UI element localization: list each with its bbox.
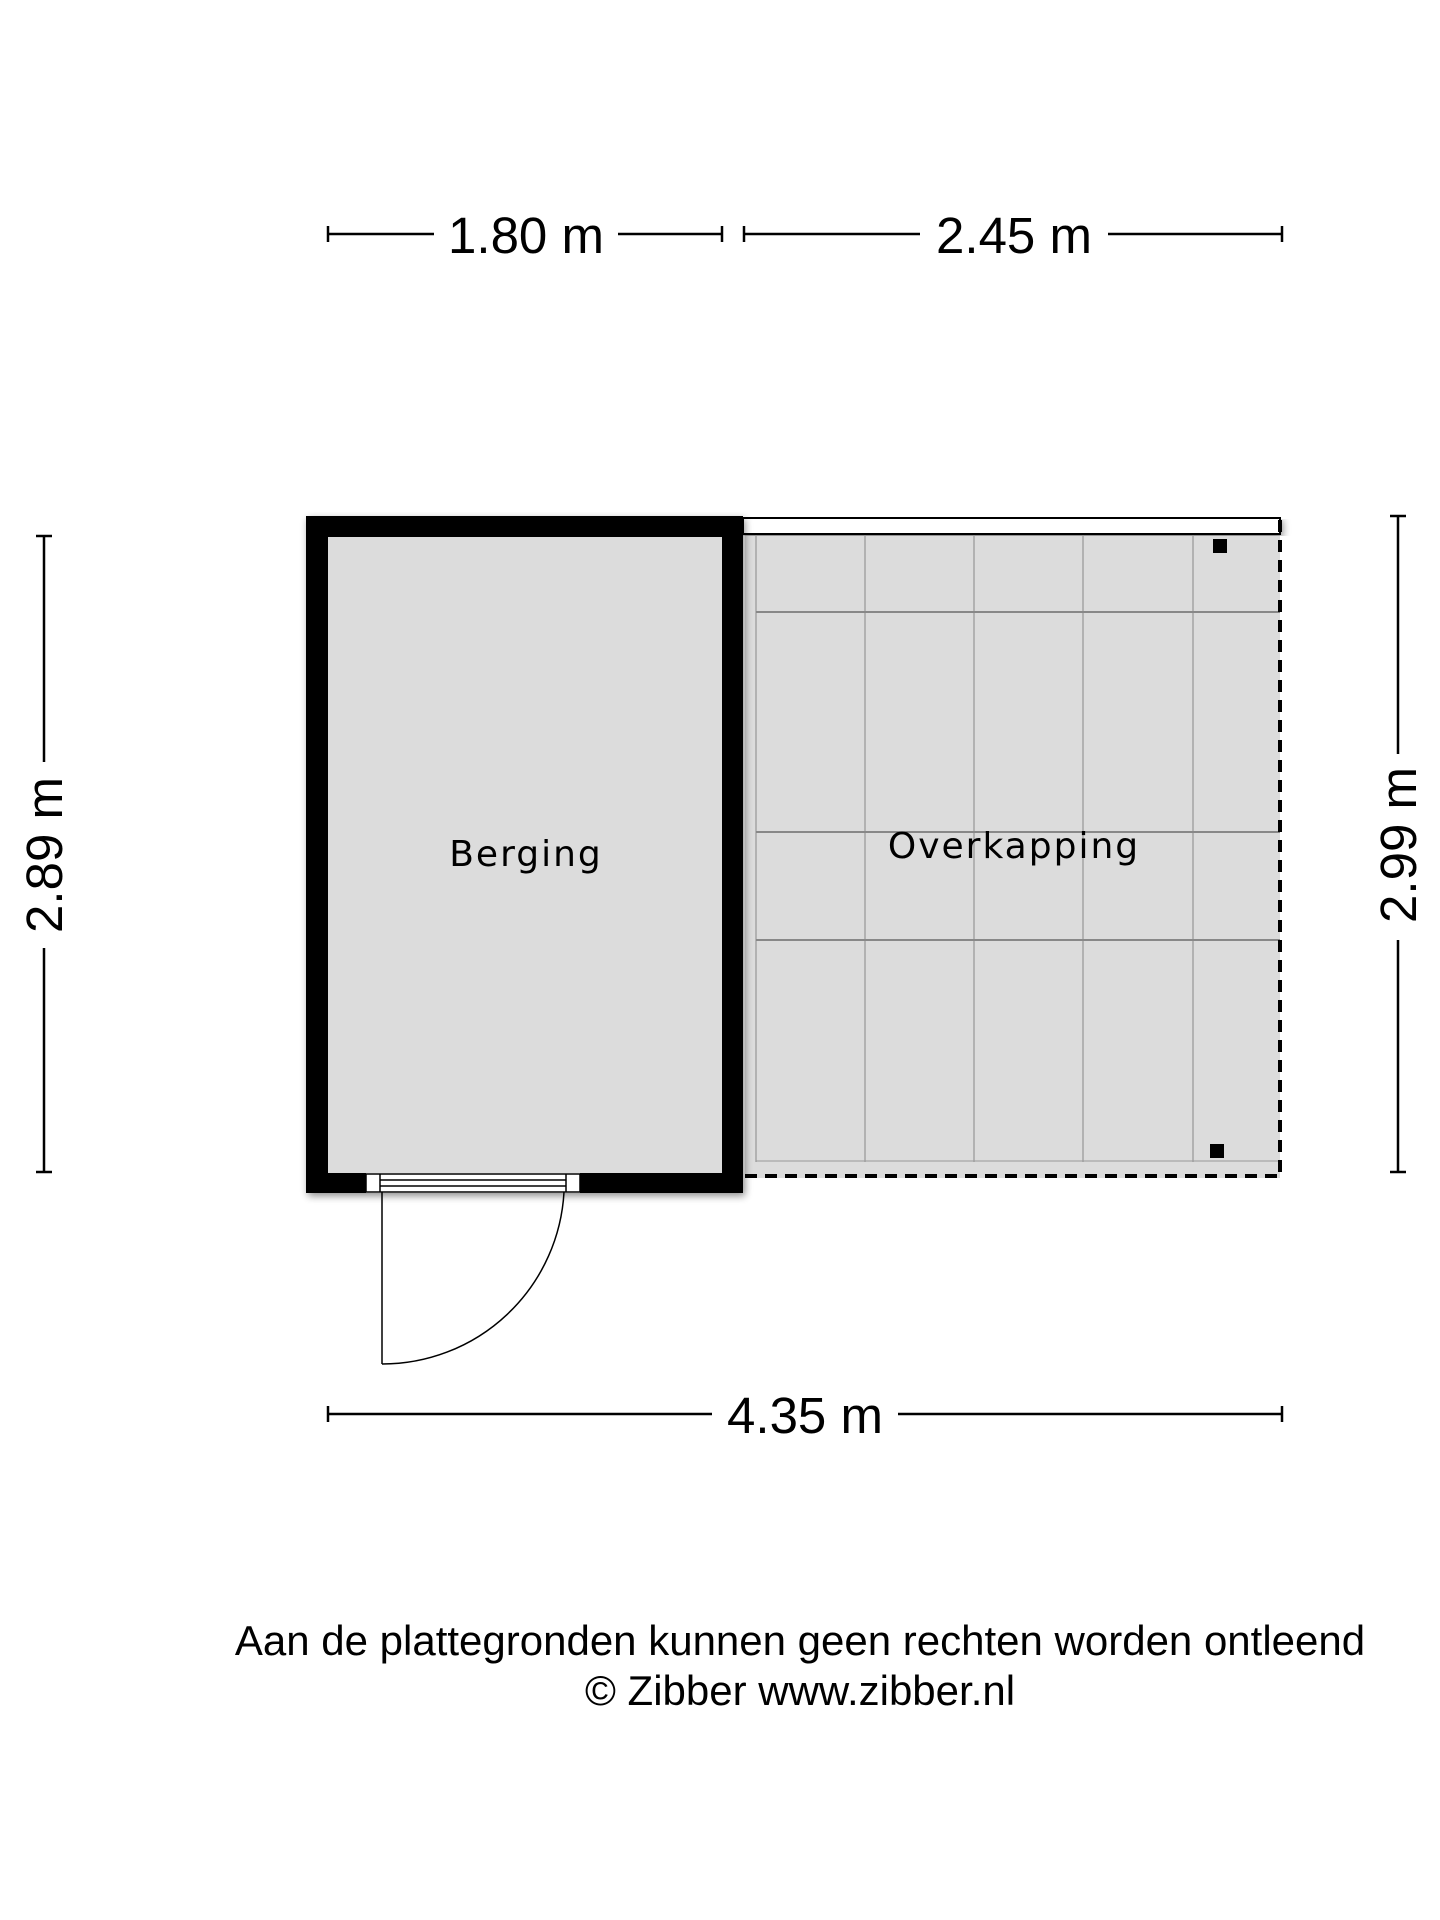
roof-beam — [743, 518, 1280, 534]
door-swing — [382, 1192, 564, 1364]
dimension-right: 2.99 m — [1370, 767, 1427, 923]
dimension-top-left: 1.80 m — [448, 207, 604, 264]
dimension-bottom: 4.35 m — [727, 1387, 883, 1444]
post-bottom — [1210, 1144, 1224, 1158]
dimension-top-right: 2.45 m — [936, 207, 1092, 264]
dimension-left: 2.89 m — [16, 777, 73, 933]
room-label-overkapping: Overkapping — [887, 826, 1141, 867]
door-opening — [366, 1173, 580, 1193]
copyright-text: © Zibber www.zibber.nl — [584, 1667, 1016, 1714]
post-top — [1213, 539, 1227, 553]
disclaimer-text: Aan de plattegronden kunnen geen rechten worden ontleend — [234, 1617, 1366, 1664]
room-label-berging: Berging — [449, 834, 603, 875]
